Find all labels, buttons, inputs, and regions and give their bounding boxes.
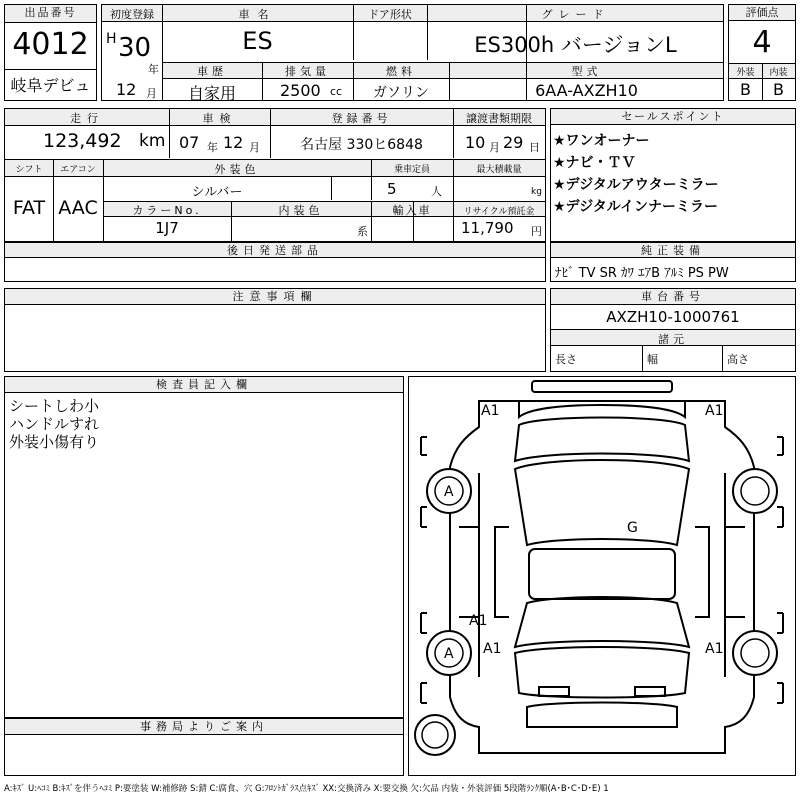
registration-month: 12 [116, 80, 137, 99]
history-value: 自家用 [187, 84, 236, 103]
fuel-label: 燃料 [386, 65, 416, 78]
sales-point-item: ★デジタルアウターミラー [553, 177, 719, 193]
inspector-box [4, 376, 404, 718]
inspection-year-unit: 年 [207, 141, 218, 154]
capacity-label: 乗車定員 [393, 165, 430, 175]
recycle-label: リサイクル預託金 [463, 207, 535, 217]
shift-label: シフト [15, 165, 43, 175]
inspector-line: シートしわ小 [9, 397, 100, 415]
transfer-month: 10 [465, 133, 486, 152]
lot-header: 出品番号 [5, 5, 96, 23]
chassis-value: AXZH10-1000761 [606, 308, 740, 326]
lot-box [4, 4, 97, 101]
damage-mark: A1 [483, 641, 502, 657]
mileage-value: 123,492 [43, 130, 122, 152]
mileage-unit: km [139, 131, 166, 151]
load-unit: kg [531, 187, 542, 197]
interior-score: B [773, 80, 784, 99]
registration-year: 30 [118, 33, 152, 63]
legend-text: A:ｷｽﾞ U:ﾍｺﾐ B:ｷｽﾞを伴うﾍｺﾐ P:要塗装 W:補修跡 S:錆 C:腐食、穴 G:ﾌﾛﾝﾄｶﾞﾗｽ点ｷｽﾞ XX:交換済み X:要交換 欠:欠品 内装・外装評価 5段階ﾗﾝｸ順(A･B･C･D･E) 1 [4, 784, 609, 794]
equipment-label: 純正装備 [551, 243, 795, 258]
wheel-front-right-icon [733, 469, 777, 513]
recycle-unit: 円 [531, 225, 542, 238]
height-label: 高さ [727, 353, 749, 366]
displacement-value: 2500 [280, 81, 321, 100]
grade-value: ES300h バージョンL [474, 33, 677, 57]
trunk-shape [515, 647, 689, 698]
score-label: 評価点 [729, 5, 795, 21]
door-label: ドア形状 [368, 8, 412, 21]
inspection-year: 07 [179, 133, 200, 152]
plate-label: 登録番号 [331, 112, 392, 125]
inspector-line: ハンドルすれ [9, 415, 100, 433]
damage-mark: A [444, 646, 454, 662]
sales-points-label: セールスポイント [551, 109, 795, 125]
sales-point-item: ★デジタルインナーミラー [553, 199, 719, 215]
registration-year-unit: 年 [148, 63, 159, 76]
score-box [728, 4, 796, 101]
chassis-label: 車台番号 [551, 289, 795, 305]
inspection-month: 12 [223, 133, 244, 152]
car-diagram [409, 377, 795, 775]
exterior-score: B [740, 80, 751, 99]
width-label: 幅 [647, 353, 658, 366]
roof-shape [529, 549, 675, 599]
capacity-value: 5 [387, 180, 397, 198]
model-value: 6AA-AXZH10 [535, 81, 638, 100]
wheel-rear-right-icon [733, 631, 777, 675]
office-label: 事務局よりご案内 [5, 719, 403, 735]
rear-window-shape [515, 597, 689, 647]
lot-note: 岐阜デビュ [10, 76, 91, 95]
transfer-month-unit: 月 [489, 141, 500, 154]
sales-point-item: ★ナビ・ＴＶ [553, 155, 636, 171]
office-box [4, 718, 404, 776]
history-label: 車歴 [197, 65, 227, 78]
parts-later-label: 後日発送部品 [5, 243, 545, 258]
lot-number: 4012 [12, 27, 89, 62]
transfer-day: 29 [503, 133, 524, 152]
damage-mark: G [627, 520, 638, 536]
displacement-unit: cc [330, 85, 343, 98]
detail-box [4, 108, 546, 242]
recycle-value: 11,790 [461, 219, 514, 237]
model-label: 型式 [571, 65, 602, 78]
windshield-shape [515, 460, 689, 545]
notes-box [4, 288, 546, 372]
displacement-label: 排気量 [285, 65, 330, 78]
aircon-value: AAC [58, 197, 98, 219]
transfer-label: 譲渡書類期限 [466, 112, 532, 125]
front-bumper-shape [532, 381, 672, 392]
main-spec-box [101, 4, 724, 101]
exterior-label: 外装 [736, 68, 755, 78]
import-label: 輸入車 [392, 204, 432, 217]
sales-points-box [550, 108, 796, 242]
car-name-label: 車名 [238, 8, 277, 21]
interior-label: 内装 [769, 68, 788, 78]
hood-shape [515, 418, 689, 462]
transfer-day-unit: 日 [529, 141, 540, 154]
int-color-label: 内装色 [278, 204, 324, 217]
equipment-value: ﾅﾋﾞ TV SR ｶﾜ ｴｱB ｱﾙﾐ PS PW [555, 266, 729, 281]
sales-point-item: ★ワンオーナー [553, 133, 650, 149]
damage-mark: A1 [469, 613, 488, 629]
ext-color-value: シルバー [191, 185, 243, 200]
inspector-line: 外装小傷有り [9, 433, 100, 451]
ext-color-label: 外装色 [214, 163, 260, 176]
notes-label: 注意事項欄 [5, 289, 545, 305]
chassis-box [550, 288, 796, 372]
inspection-month-unit: 月 [249, 141, 260, 154]
fuel-value: ガソリン [373, 85, 429, 101]
parts-later-box [4, 242, 546, 282]
inspection-label: 車検 [202, 112, 237, 125]
car-name-value: ES [242, 27, 273, 55]
mileage-label: 走行 [70, 112, 104, 125]
load-label: 最大積載量 [476, 165, 522, 175]
int-color-unit: 系 [357, 225, 368, 238]
grade-label: グレード [541, 8, 610, 21]
registration-era: H [106, 31, 117, 47]
damage-mark: A [444, 484, 454, 500]
dims-label: 諸元 [658, 333, 688, 346]
registration-label: 初度登録 [110, 8, 154, 21]
inspector-label: 検査員記入欄 [5, 377, 403, 393]
damage-mark: A1 [481, 403, 500, 419]
equipment-box [550, 242, 796, 282]
shift-value: FAT [12, 197, 46, 219]
plate-value: 名古屋 330ヒ6848 [300, 137, 423, 153]
spare-tire-icon [415, 715, 455, 755]
registration-month-unit: 月 [146, 87, 157, 100]
capacity-unit: 人 [431, 185, 442, 198]
aircon-label: エアコン [60, 165, 96, 175]
score-value: 4 [752, 25, 772, 60]
damage-mark: A1 [705, 641, 724, 657]
color-no-label: カラーNo. [132, 204, 202, 217]
damage-mark: A1 [705, 403, 724, 419]
car-diagram-box [408, 376, 796, 776]
color-no-value: 1J7 [155, 219, 179, 237]
length-label: 長さ [555, 353, 577, 366]
